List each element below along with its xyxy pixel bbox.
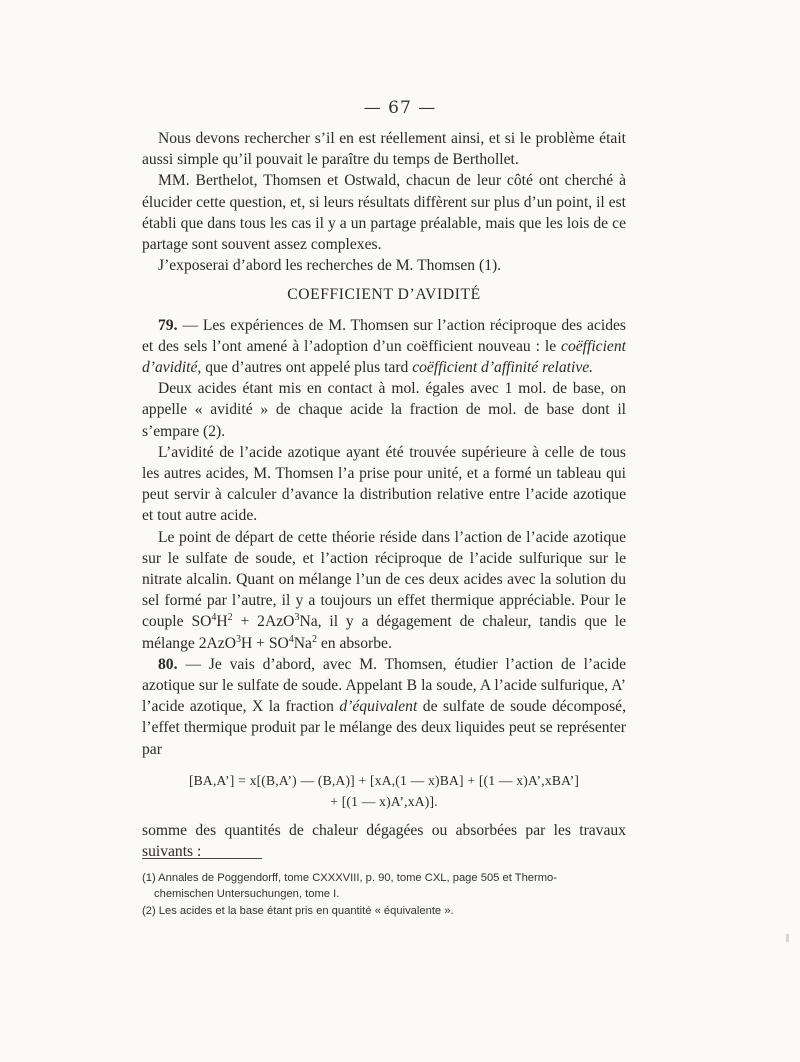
footnotes <box>142 870 626 919</box>
page-number: — 67 — <box>363 98 437 118</box>
paragraph-80-text-a: — Je vais d’abord, avec M. Thomsen, étudier l’action de l’acide azotique sur le sulfate de soude. Appelant B la soude, A l’acide sulfurique, A’ l’acide azotique, X la fraction <box>142 655 626 716</box>
paragraph-acide-azotique: L’avidité de l’acide azotique ayant été trouvée supérieure à celle de tous les autres acides, M. Thomsen l’a prise pour unité, et a formé un tableau qui peut servir à calculer d’avance la distribution relative entre l’acide azotique et tout autre acide. <box>142 443 626 525</box>
text-run: H <box>216 613 228 631</box>
text-run: Na, il y a dégagement de chaleur, tandis que le mélange 2AzO <box>142 613 626 652</box>
paragraph-79-text-a: — Les expériences de M. Thomsen sur l’action réciproque des acides et des sels l’ont amené à l’adoption d’un coëfficient nouveau : le <box>142 316 626 355</box>
paragraph-2: MM. Berthelot, Thomsen et Ostwald, chacun de leur côté ont cherché à élucider cette question, et, si leurs résultats diffèrent sur plus d’un point, il est établi que dans tous les cas il y a un partage préalable, mais que les lois de ce partage sont souvent assez complexes. <box>142 172 626 254</box>
text-run: + 2AzO <box>232 613 295 631</box>
paragraph-somme: somme des quantités de chaleur dégagées ou absorbées par les travaux suivants : <box>142 821 626 861</box>
superscript: 4 <box>211 612 217 624</box>
footnote-1: (1) Annales de Poggendorff, tome CXXXVIII, p. 90, tome CXL, page 505 et Thermo- <box>142 872 558 884</box>
text-run: en absorbe. <box>316 634 392 652</box>
superscript: 2 <box>227 612 233 624</box>
paragraph-80-text-c: de sulfate de soude décomposé, l’effet thermique produit par le mélange des deux liquides peut se représenter par <box>142 698 626 758</box>
text-run: H + SO <box>240 634 289 652</box>
section-heading: COEFFICIENT D’AVIDITÉ <box>287 286 481 304</box>
text-run: Na <box>293 634 312 652</box>
scan-margin-mark <box>786 934 789 942</box>
text-run: Le point de départ de cette théorie réside dans l’action de l’acide azotique sur le sulfate de soude, et l’action réciproque de l’acide sulfurique sur le nitrate alcalin. Quant on mélange l’un de ces deux acides avec la solution du sel formé par l’autre, il y a toujours un effet thermique appréciable. Pour le couple SO <box>142 528 626 631</box>
superscript: 3 <box>235 633 241 645</box>
footnote-2: (2) Les acides et la base étant pris en quantité « équivalente ». <box>142 904 454 917</box>
thermal-formula <box>142 770 626 812</box>
paragraph-3: J’exposerai d’abord les recherches de M. Thomsen (1). <box>158 257 502 275</box>
paragraph-80 <box>142 654 626 760</box>
superscript: 2 <box>311 633 317 645</box>
term-affinite-relative: coëfficient d’affinité relative. <box>412 359 594 377</box>
term-equivalent: d’équivalent <box>339 698 418 716</box>
paragraph-point-de-depart <box>142 527 626 654</box>
paragraph-79 <box>142 315 626 379</box>
paragraph-79-text-c: que d’autres ont appelé plus tard <box>201 359 413 377</box>
section-number-80: 80. <box>158 655 178 673</box>
formula-line-1: [BA,A’] = x[(B,A’) — (B,A)] + [xA,(1 — x)BA] + [(1 — x)A’,xBA’] <box>188 772 580 788</box>
paragraph-avidite-definition: Deux acides étant mis en contact à mol. égales avec 1 mol. de base, on appelle « avidité » de chaque acide la fraction de mol. de base dont il s’empare (2). <box>142 380 626 440</box>
superscript: 3 <box>294 612 300 624</box>
paragraph-1: Nous devons rechercher s’il en est réellement ainsi, et si le problème était aussi simple qu’il pouvait le paraître du temps de Berthollet. <box>142 130 626 169</box>
formula-line-2: + [(1 — x)A’,xA)]. <box>330 793 438 809</box>
footnote-1-continued: chemischen Untersuchungen, tome I. <box>154 888 340 901</box>
superscript: 4 <box>288 633 294 645</box>
section-number-79: 79. <box>158 316 178 334</box>
footnote-rule <box>142 858 262 859</box>
body-text <box>142 128 626 862</box>
term-coefficient-avidite: coëfficient d’avidité, <box>142 337 626 377</box>
